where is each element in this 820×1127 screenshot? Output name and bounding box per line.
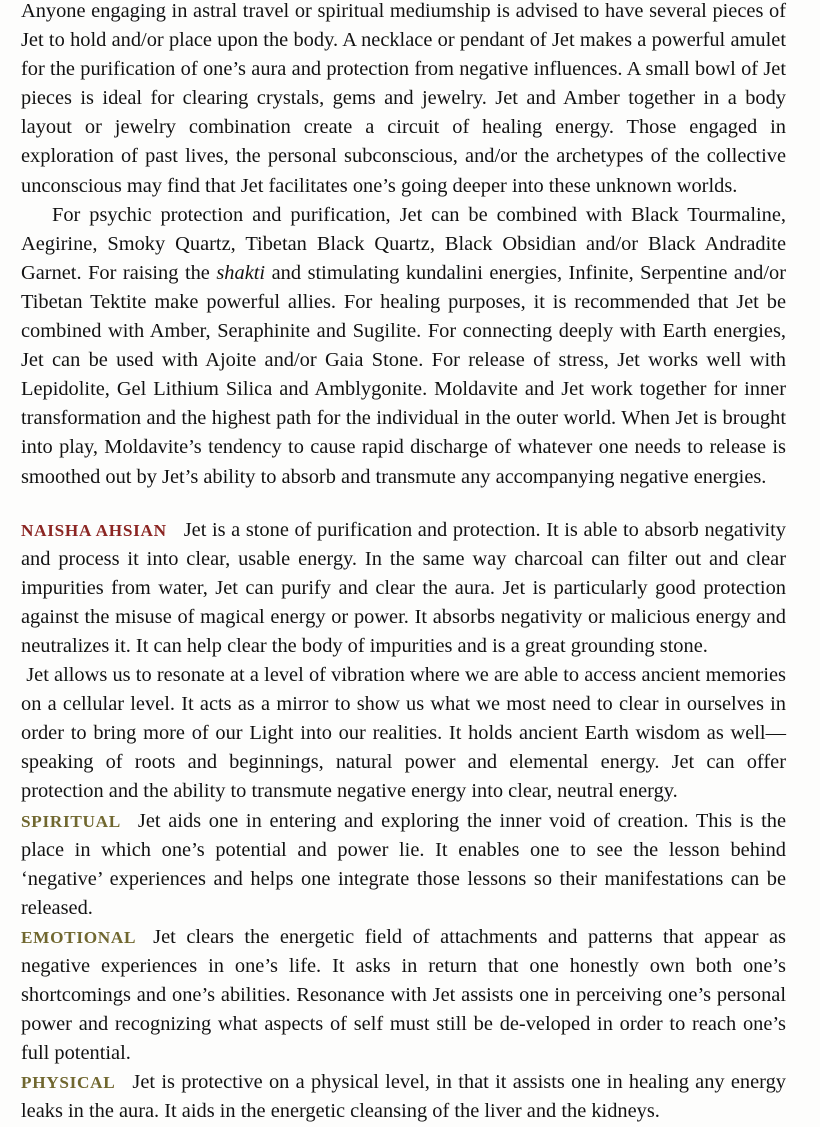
section-physical xyxy=(21,1068,786,1126)
paragraph-psychic-protection xyxy=(21,201,786,492)
section-author-naisha-ahsian xyxy=(21,516,786,661)
section-physical-body: Jet is protective on a physical level, in that it assists one in healing any energy leaks in the aura. It aids in the energetic cleansing of the liver and the kidneys. xyxy=(21,1071,786,1123)
paragraph-spacer xyxy=(21,492,786,516)
paragraph-astral-travel: Anyone engaging in astral travel or spiritual mediumship is advised to have several pieces of Jet to hold and/or place upon the body. A necklace or pendant of Jet makes a powerful amulet for the purification of one’s aura and protection from negative influences. A small bowl of Jet pieces is ideal for clearing crystals, gems and jewelry. Jet and Amber together in a body layout or jewelry combination create a circuit of healing energy. Those engaged in exploration of past lives, the personal subconscious, and/or the archetypes of the collective unconscious may find that Jet facilitates one’s going deeper into these unknown worlds. xyxy=(21,0,786,197)
section-author-body: Jet is a stone of purification and protection. It is able to absorb negativity and process it into clear, usable energy. In the same way charcoal can filter out and clear impurities from water, Jet can purify and clear the aura. Jet is particularly good protection against the misuse of magical energy or power. It absorbs negativity or malicious energy and neutralizes it. It can help clear the body of impurities and is a great grounding stone. xyxy=(21,518,786,657)
section-emotional xyxy=(21,923,786,1068)
section-spiritual xyxy=(21,807,786,923)
runin-heading-emotional: EMOTIONAL xyxy=(21,927,137,947)
runin-heading-naisha-ahsian: NAISHA AHSIAN xyxy=(21,520,167,540)
paragraph-text-after-italic: and stimulating kundalini energies, Infinite, Serpentine and/or Tibetan Tektite make powerful allies. For healing purposes, it is recommended that Jet be combined with Amber, Seraphinite and Sugilite. For connecting deeply with Earth energies, Jet can be used with Ajoite and/or Gaia Stone. For release of stress, Jet works well with Lepidolite, Gel Lithium Silica and Amblygonite. Moldavite and Jet work together for inner transformation and the highest path for the individual in the outer world. When Jet is brought into play, Moldavite’s tendency to cause rapid discharge of whatever one needs to release is smoothed out by Jet’s ability to absorb and transmute any accompanying negative energies. xyxy=(21,261,786,488)
paragraph-text-before-italic: For psychic protection and purification, Jet can be combined with Black Tourmaline, Aegirine, Smoky Quartz, Tibetan Black Quartz, Black Obsidian and/or Black Andradite Garnet. For raising the xyxy=(21,203,786,284)
section-emotional-body: Jet clears the energetic field of attachments and patterns that appear as negative experiences in one’s life. It asks in return that one honestly own both one’s shortcomings and one’s abilities. Resonance with Jet assists one in perceiving one’s personal power and recognizing what aspects of self must still be de-veloped in order to reach one’s full potential. xyxy=(21,925,786,1065)
text-column xyxy=(21,0,786,1127)
runin-heading-spiritual: SPIRITUAL xyxy=(21,811,121,831)
italic-term-shakti: shakti xyxy=(216,261,266,284)
section-author-continuation: Jet allows us to resonate at a level of vibration where we are able to access ancient memories on a cellular level. It acts as a mirror to show us what we most need to clear in ourselves in order to bring more of our Light into our realities. It holds ancient Earth wisdom as well—speaking of roots and beginnings, natural power and elemental energy. Jet can offer protection and the ability to transmute negative energy into clear, neutral energy. xyxy=(21,664,786,803)
runin-heading-physical: PHYSICAL xyxy=(21,1073,116,1093)
section-spiritual-body: Jet aids one in entering and exploring the inner void of creation. This is the place in which one’s potential and power lie. It enables one to see the lesson behind ‘negative’ experiences and helps one integrate those lessons so their manifestations can be released. xyxy=(21,809,786,919)
